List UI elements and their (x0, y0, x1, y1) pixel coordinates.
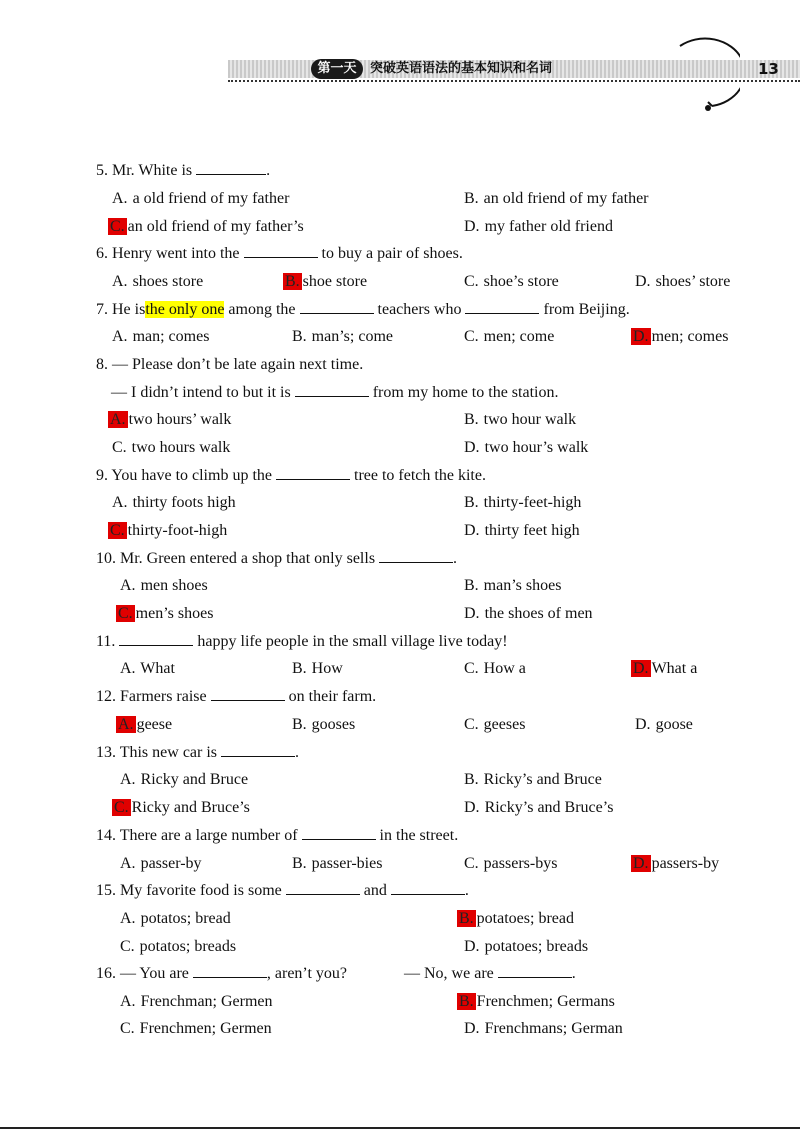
option-15b (457, 906, 574, 932)
option-12a (116, 712, 172, 738)
chapter-title: 突破英语语法的基本知识和名词 (370, 61, 553, 76)
option-text: How a (483, 660, 526, 677)
option-text: Ricky and Bruce’s (131, 799, 250, 816)
option-text: geeses (483, 716, 526, 733)
answer-mark: B. (459, 910, 474, 927)
option-text: Frenchmen; Germans (476, 993, 615, 1010)
option-16d (463, 1016, 623, 1042)
answer-blank (300, 299, 374, 314)
option-text: Frenchman; Germen (140, 993, 273, 1010)
answer-blank (286, 880, 360, 895)
question-text: . (295, 744, 300, 761)
answer-blank (498, 963, 572, 978)
answer-mark: C. (118, 605, 133, 622)
question-text: 14. There are a large number of (96, 827, 298, 844)
answer-blank (196, 160, 266, 175)
option-text: two hour’s walk (484, 439, 589, 456)
answer-mark: D. (633, 660, 649, 677)
page-header (0, 0, 800, 120)
question-text: 8. — Please don’t be late again next time. (96, 356, 364, 373)
question-text: from Beijing. (543, 301, 630, 318)
question-text: — I didn’t intend to but it is (111, 384, 291, 401)
question-16 (96, 961, 347, 987)
option-text: passer-bies (311, 855, 383, 872)
option-letter: A. (120, 993, 136, 1010)
option-14d (631, 851, 719, 877)
question-15 (96, 878, 469, 904)
option-10b (463, 573, 561, 599)
question-text: from my home to the station. (372, 384, 559, 401)
option-text: Frenchmen; Germen (139, 1020, 272, 1037)
question-text: teachers who (377, 301, 462, 318)
option-letter: B. (464, 577, 479, 594)
question-13 (96, 740, 299, 766)
option-14a (119, 851, 202, 877)
question-text: 16. — You are (96, 965, 189, 982)
highlighted-phrase: the only one (145, 301, 225, 318)
option-10c (116, 601, 213, 627)
option-text: men shoes (140, 577, 208, 594)
question-16-reply (404, 961, 576, 987)
option-15a (119, 906, 231, 932)
question-text: tree to fetch the kite. (354, 467, 486, 484)
option-letter: C. (120, 1020, 135, 1037)
option-7b (291, 324, 393, 350)
option-text: potatos; breads (139, 938, 237, 955)
answer-blank (193, 963, 267, 978)
option-8b (463, 407, 576, 433)
option-5c (108, 214, 304, 240)
option-text: Frenchmans; German (484, 1020, 623, 1037)
question-text: . (464, 882, 469, 899)
answer-blank (221, 742, 295, 757)
answer-blank (119, 631, 193, 646)
option-letter: A. (112, 190, 128, 207)
option-12d (634, 712, 693, 738)
option-6c (463, 269, 559, 295)
option-9a (111, 490, 236, 516)
option-14c (463, 851, 557, 877)
option-6b (283, 269, 367, 295)
option-letter: B. (292, 716, 307, 733)
answer-mark: A. (118, 716, 134, 733)
option-text: man’s shoes (483, 577, 562, 594)
option-9b (463, 490, 581, 516)
question-text: . (453, 550, 458, 567)
option-9c (108, 518, 227, 544)
question-5 (96, 158, 270, 184)
option-text: What (140, 660, 175, 677)
option-5d (463, 214, 613, 240)
option-text: my father old friend (484, 218, 613, 235)
option-10d (463, 601, 593, 627)
question-8-reply (111, 380, 558, 406)
question-text: 6. Henry went into the (96, 245, 240, 262)
question-12 (96, 684, 376, 710)
option-letter: C. (464, 660, 479, 677)
answer-mark: C. (114, 799, 129, 816)
option-text: geese (136, 716, 173, 733)
answer-mark: A. (110, 411, 126, 428)
option-letter: C. (120, 938, 135, 955)
option-text: potatoes; breads (484, 938, 589, 955)
question-text: . (571, 965, 576, 982)
option-letter: B. (292, 855, 307, 872)
option-letter: A. (112, 494, 128, 511)
option-letter: D. (464, 1020, 480, 1037)
question-14 (96, 823, 458, 849)
option-text: passers-by (651, 855, 720, 872)
question-text: . (266, 162, 271, 179)
question-text: 11. (96, 633, 116, 650)
option-letter: C. (464, 716, 479, 733)
option-letter: A. (120, 855, 136, 872)
question-text: 9. You have to climb up the (96, 467, 272, 484)
option-text: shoe store (302, 273, 368, 290)
page-number: 13 (758, 60, 779, 78)
question-text: — No, we are (404, 965, 494, 982)
option-letter: C. (112, 439, 127, 456)
answer-blank (391, 880, 465, 895)
option-text: thirty foots high (132, 494, 236, 511)
option-text: What a (651, 660, 698, 677)
option-6a (111, 269, 203, 295)
question-7 (96, 297, 630, 323)
option-text: men; comes (651, 328, 729, 345)
option-text: two hour walk (483, 411, 577, 428)
answer-mark: C. (110, 218, 125, 235)
option-text: shoes’ store (655, 273, 731, 290)
question-6 (96, 241, 463, 267)
option-letter: A. (112, 273, 128, 290)
option-text: passer-by (140, 855, 202, 872)
option-15d (463, 934, 588, 960)
option-letter: A. (120, 660, 136, 677)
answer-mark: D. (633, 328, 649, 345)
option-text: How (311, 660, 343, 677)
option-8d (463, 435, 588, 461)
question-9 (96, 463, 486, 489)
question-text: 12. Farmers raise (96, 688, 207, 705)
option-letter: D. (464, 799, 480, 816)
option-text: the shoes of men (484, 605, 593, 622)
option-letter: B. (292, 328, 307, 345)
option-text: man; comes (132, 328, 210, 345)
option-text: passers-bys (483, 855, 558, 872)
answer-blank (211, 686, 285, 701)
question-text: 15. My favorite food is some (96, 882, 282, 899)
answer-blank (295, 382, 369, 397)
question-text: in the street. (379, 827, 459, 844)
option-14b (291, 851, 382, 877)
option-13b (463, 767, 602, 793)
option-15c (119, 934, 236, 960)
option-text: Ricky’s and Bruce’s (484, 799, 614, 816)
answer-blank (276, 465, 350, 480)
answer-mark: B. (285, 273, 300, 290)
question-text: to buy a pair of shoes. (321, 245, 463, 262)
option-letter: D. (464, 938, 480, 955)
option-8a (108, 407, 231, 433)
footer-rule (0, 1127, 800, 1129)
option-letter: B. (464, 190, 479, 207)
option-letter: B. (464, 771, 479, 788)
question-text: 13. This new car is (96, 744, 218, 761)
option-text: thirty-foot-high (127, 522, 228, 539)
option-text: men; come (483, 328, 555, 345)
option-letter: A. (120, 771, 136, 788)
answer-blank (244, 243, 318, 258)
answer-blank (302, 825, 376, 840)
question-text: happy life people in the small village live today! (197, 633, 508, 650)
option-text: Ricky’s and Bruce (483, 771, 602, 788)
option-7d (631, 324, 728, 350)
option-text: thirty-feet-high (483, 494, 582, 511)
option-text: gooses (311, 716, 356, 733)
option-text: potatos; bread (140, 910, 231, 927)
option-text: man’s; come (311, 328, 393, 345)
option-5b (463, 186, 649, 212)
option-letter: D. (464, 218, 480, 235)
option-letter: C. (464, 273, 479, 290)
option-10a (119, 573, 208, 599)
option-16c (119, 1016, 272, 1042)
question-text: 5. Mr. White is (96, 162, 193, 179)
answer-blank (465, 299, 539, 314)
option-letter: A. (112, 328, 128, 345)
option-letter: A. (120, 910, 136, 927)
option-9d (463, 518, 580, 544)
option-text: an old friend of my father’s (127, 218, 304, 235)
option-13d (463, 795, 613, 821)
option-letter: D. (635, 273, 651, 290)
option-16b (457, 989, 615, 1015)
option-letter: C. (464, 855, 479, 872)
option-16a (119, 989, 273, 1015)
option-text: two hours’ walk (128, 411, 232, 428)
question-text: , aren’t you? (266, 965, 348, 982)
day-badge: 第一天 (311, 59, 363, 79)
option-text: an old friend of my father (483, 190, 649, 207)
question-11 (96, 629, 508, 655)
question-8 (96, 352, 363, 378)
option-12c (463, 712, 525, 738)
answer-mark: C. (110, 522, 125, 539)
option-12b (291, 712, 355, 738)
question-text: 7. He is (96, 301, 146, 318)
option-letter: B. (292, 660, 307, 677)
option-7a (111, 324, 209, 350)
question-10 (96, 546, 457, 572)
option-13a (119, 767, 248, 793)
option-6d (634, 269, 730, 295)
answer-blank (379, 548, 453, 563)
option-text: shoes store (132, 273, 204, 290)
answer-mark: D. (633, 855, 649, 872)
option-letter: A. (120, 577, 136, 594)
question-text: on their farm. (288, 688, 377, 705)
option-letter: B. (464, 411, 479, 428)
option-letter: D. (464, 605, 480, 622)
option-7c (463, 324, 554, 350)
option-11b (291, 656, 343, 682)
answer-mark: B. (459, 993, 474, 1010)
question-text: and (363, 882, 387, 899)
option-text: Ricky and Bruce (140, 771, 249, 788)
option-text: a old friend of my father (132, 190, 290, 207)
option-11a (119, 656, 175, 682)
option-text: men’s shoes (135, 605, 214, 622)
option-text: two hours walk (131, 439, 231, 456)
option-letter: D. (464, 439, 480, 456)
option-11d (631, 656, 697, 682)
option-text: shoe’s store (483, 273, 559, 290)
option-letter: D. (635, 716, 651, 733)
option-letter: C. (464, 328, 479, 345)
option-8c (111, 435, 230, 461)
question-text: among the (228, 301, 296, 318)
option-text: goose (655, 716, 693, 733)
option-letter: B. (464, 494, 479, 511)
option-letter: D. (464, 522, 480, 539)
option-text: potatoes; bread (476, 910, 574, 927)
option-text: thirty feet high (484, 522, 580, 539)
decorative-arc-icon (660, 28, 740, 118)
option-5a (111, 186, 289, 212)
option-11c (463, 656, 526, 682)
question-text: 10. Mr. Green entered a shop that only sells (96, 550, 376, 567)
option-13c (112, 795, 250, 821)
